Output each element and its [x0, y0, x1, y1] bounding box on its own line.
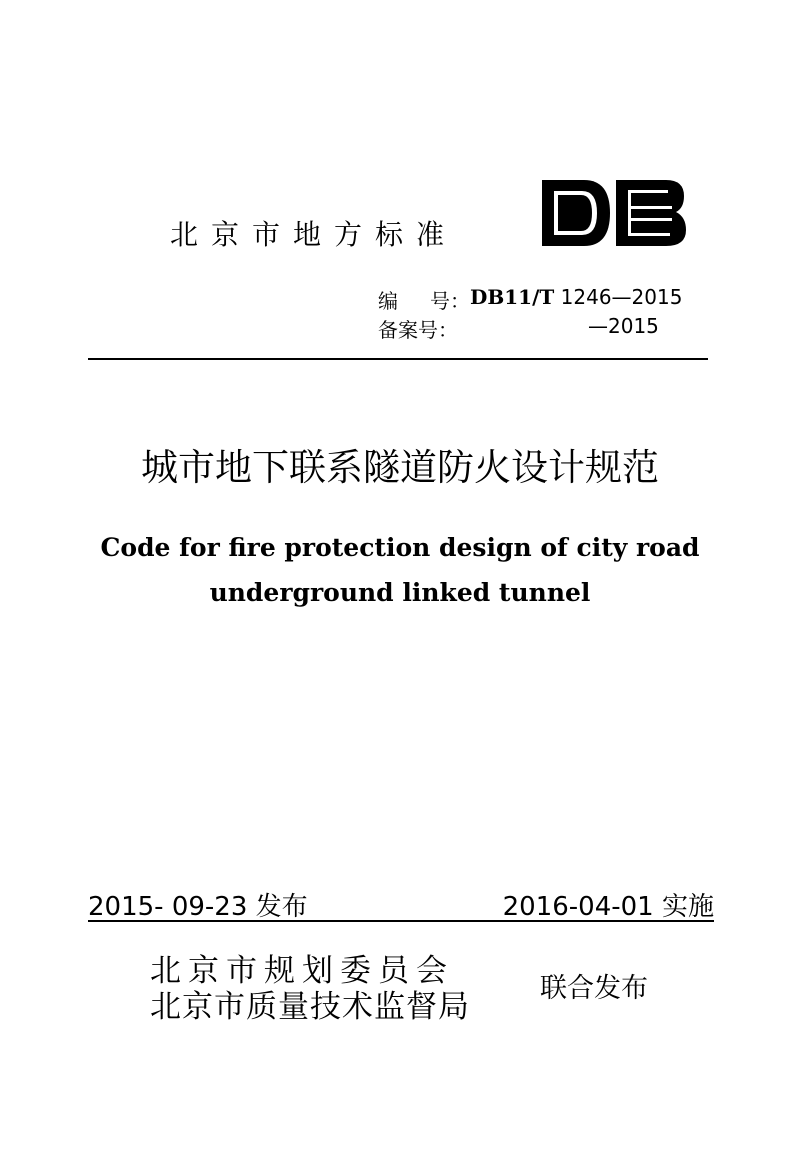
effective-date: 2016-04-01 实施 [502, 892, 714, 922]
record-number-value: —2015 [588, 314, 659, 338]
footer-divider [88, 920, 714, 922]
standard-type-heading: 北京市地方标准 [170, 218, 458, 251]
number-label: 编 号： [378, 289, 470, 313]
record-number-label: 备案号： [378, 318, 458, 342]
db-logo-icon [540, 176, 688, 250]
document-title-english-line-2: underground linked tunnel [209, 578, 591, 607]
header-divider [88, 358, 708, 360]
issuer-org-2: 北京市质量技术监督局 [150, 989, 470, 1025]
document-title-english-line-1: Code for fire protection design of city road [100, 533, 700, 562]
issuer-org-1: 北京市规划委员会 [150, 953, 454, 989]
publish-date: 2015- 09-23 发布 [88, 892, 308, 922]
document-title-chinese: 城市地下联系隧道防火设计规范 [141, 446, 659, 489]
standard-number: DB11/T 1246—2015 [470, 285, 683, 309]
joint-issue-label: 联合发布 [540, 973, 648, 1004]
